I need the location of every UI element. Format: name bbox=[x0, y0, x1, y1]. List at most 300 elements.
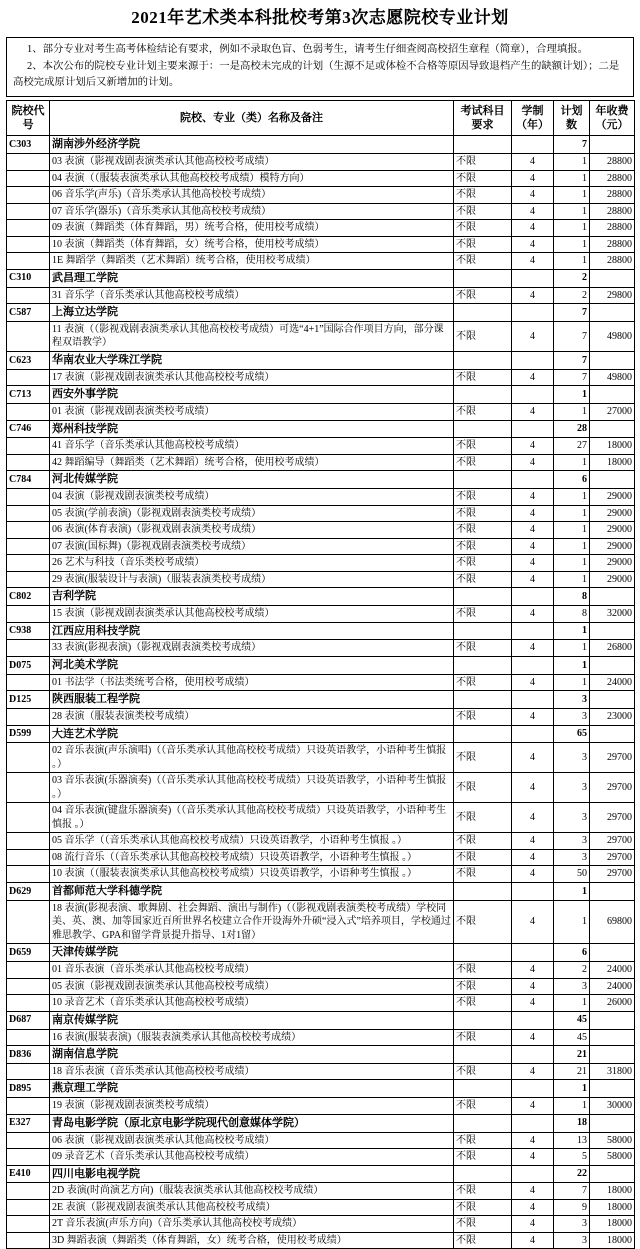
major-duration: 4 bbox=[512, 454, 554, 471]
major-fee: 18000 bbox=[590, 438, 635, 455]
major-row bbox=[7, 640, 635, 657]
school-fee bbox=[590, 471, 635, 489]
major-code-blank bbox=[7, 606, 50, 623]
school-code: E327 bbox=[7, 1114, 50, 1132]
major-name: 02 音乐表演(声乐演唱)（（音乐类承认其他高校校考成绩）只设英语教学，小语种考生慎报 。） bbox=[50, 743, 454, 773]
school-fee bbox=[590, 691, 635, 709]
major-subject: 不限 bbox=[454, 187, 512, 204]
major-row bbox=[7, 321, 635, 351]
major-fee: 18000 bbox=[590, 1232, 635, 1249]
major-subject: 不限 bbox=[454, 995, 512, 1012]
major-plan: 1 bbox=[554, 1098, 590, 1115]
school-code: C746 bbox=[7, 420, 50, 438]
major-subject: 不限 bbox=[454, 522, 512, 539]
school-group-row bbox=[7, 304, 635, 322]
school-code: C310 bbox=[7, 269, 50, 287]
school-code: D836 bbox=[7, 1046, 50, 1064]
major-plan: 3 bbox=[554, 743, 590, 773]
school-group-row bbox=[7, 588, 635, 606]
school-plan-total: 3 bbox=[554, 691, 590, 709]
school-name: 陕西服装工程学院 bbox=[50, 691, 454, 709]
school-plan-total: 6 bbox=[554, 944, 590, 962]
school-name: 燕京理工学院 bbox=[50, 1080, 454, 1098]
major-duration: 4 bbox=[512, 287, 554, 304]
school-name: 大连艺术学院 bbox=[50, 725, 454, 743]
major-code-blank bbox=[7, 489, 50, 506]
major-row bbox=[7, 220, 635, 237]
major-code-blank bbox=[7, 571, 50, 588]
school-plan-total: 1 bbox=[554, 882, 590, 900]
major-row bbox=[7, 287, 635, 304]
major-duration: 4 bbox=[512, 1063, 554, 1080]
school-subject bbox=[454, 386, 512, 404]
major-subject: 不限 bbox=[454, 1132, 512, 1149]
major-duration: 4 bbox=[512, 1199, 554, 1216]
school-name: 湖南信息学院 bbox=[50, 1046, 454, 1064]
school-duration bbox=[512, 882, 554, 900]
school-duration bbox=[512, 944, 554, 962]
note-item-1: 1、部分专业对考生高考体检结论有要求，例如不录取色盲、色弱考生，请考生仔细查阅高校招生章程（简章），合理填报。 bbox=[27, 44, 589, 56]
major-subject: 不限 bbox=[454, 321, 512, 351]
major-fee: 28800 bbox=[590, 236, 635, 253]
major-row bbox=[7, 1098, 635, 1115]
school-fee bbox=[590, 882, 635, 900]
major-name: 06 音乐学(声乐)（音乐类承认其他高校校考成绩） bbox=[50, 187, 454, 204]
major-row bbox=[7, 170, 635, 187]
major-name: 3D 舞蹈表演（舞蹈类（体育舞蹈，女）统考合格，使用校考成绩） bbox=[50, 1232, 454, 1249]
major-code-blank bbox=[7, 154, 50, 171]
school-name: 吉利学院 bbox=[50, 588, 454, 606]
school-subject bbox=[454, 1011, 512, 1029]
header-fee: 年收费（元） bbox=[590, 100, 635, 136]
school-subject bbox=[454, 725, 512, 743]
major-subject: 不限 bbox=[454, 640, 512, 657]
school-code: C303 bbox=[7, 136, 50, 154]
school-subject bbox=[454, 1080, 512, 1098]
major-subject: 不限 bbox=[454, 369, 512, 386]
major-name: 05 表演(学前表演)（影视戏剧表演类校考成绩） bbox=[50, 505, 454, 522]
major-name: 04 表演（（服装表演类承认其他高校校考成绩）模特方向） bbox=[50, 170, 454, 187]
major-name: 04 表演（影视戏剧表演类校考成绩） bbox=[50, 489, 454, 506]
major-duration: 4 bbox=[512, 606, 554, 623]
major-plan: 1 bbox=[554, 187, 590, 204]
major-code-blank bbox=[7, 555, 50, 572]
major-row bbox=[7, 962, 635, 979]
major-code-blank bbox=[7, 674, 50, 691]
major-name: 05 表演（影视戏剧表演类承认其他高校校考成绩） bbox=[50, 978, 454, 995]
major-plan: 7 bbox=[554, 369, 590, 386]
major-subject: 不限 bbox=[454, 505, 512, 522]
major-code-blank bbox=[7, 709, 50, 726]
major-fee: 69800 bbox=[590, 900, 635, 944]
school-code: C713 bbox=[7, 386, 50, 404]
major-fee: 18000 bbox=[590, 1183, 635, 1200]
major-plan: 1 bbox=[554, 900, 590, 944]
school-duration bbox=[512, 1011, 554, 1029]
major-fee: 29700 bbox=[590, 773, 635, 803]
major-name: 41 音乐学（音乐类承认其他高校校考成绩） bbox=[50, 438, 454, 455]
major-row bbox=[7, 1149, 635, 1166]
major-code-blank bbox=[7, 454, 50, 471]
major-plan: 1 bbox=[554, 640, 590, 657]
major-plan: 3 bbox=[554, 978, 590, 995]
major-fee: 26000 bbox=[590, 995, 635, 1012]
major-subject: 不限 bbox=[454, 1149, 512, 1166]
major-name: 04 音乐表演(键盘乐器演奏)（（音乐类承认其他高校校考成绩）只设英语教学，小语种考生慎报 。） bbox=[50, 803, 454, 833]
major-fee: 29700 bbox=[590, 743, 635, 773]
major-name: 08 流行音乐（（音乐类承认其他高校校考成绩）只设英语教学，小语种考生慎报 。） bbox=[50, 849, 454, 866]
major-plan: 2 bbox=[554, 287, 590, 304]
major-row bbox=[7, 606, 635, 623]
school-group-row bbox=[7, 882, 635, 900]
major-code-blank bbox=[7, 438, 50, 455]
major-plan: 1 bbox=[554, 236, 590, 253]
major-duration: 4 bbox=[512, 803, 554, 833]
school-name: 河北美术学院 bbox=[50, 656, 454, 674]
major-subject: 不限 bbox=[454, 220, 512, 237]
major-subject: 不限 bbox=[454, 1063, 512, 1080]
page-title: 2021年艺术类本科批校考第3次志愿院校专业计划 bbox=[131, 8, 509, 27]
school-subject bbox=[454, 420, 512, 438]
school-duration bbox=[512, 622, 554, 640]
school-fee bbox=[590, 269, 635, 287]
school-name: 江西应用科技学院 bbox=[50, 622, 454, 640]
school-duration bbox=[512, 1046, 554, 1064]
major-code-blank bbox=[7, 995, 50, 1012]
major-subject: 不限 bbox=[454, 170, 512, 187]
major-fee: 29000 bbox=[590, 555, 635, 572]
major-fee: 28800 bbox=[590, 154, 635, 171]
major-row bbox=[7, 833, 635, 850]
major-code-blank bbox=[7, 538, 50, 555]
major-name: 26 艺术与科技（音乐类校考成绩） bbox=[50, 555, 454, 572]
school-subject bbox=[454, 269, 512, 287]
major-code-blank bbox=[7, 1183, 50, 1200]
school-code: D629 bbox=[7, 882, 50, 900]
school-fee bbox=[590, 944, 635, 962]
major-row bbox=[7, 1063, 635, 1080]
major-duration: 4 bbox=[512, 709, 554, 726]
major-code-blank bbox=[7, 522, 50, 539]
school-fee bbox=[590, 1165, 635, 1183]
school-duration bbox=[512, 420, 554, 438]
school-duration bbox=[512, 471, 554, 489]
school-subject bbox=[454, 656, 512, 674]
school-name: 湖南涉外经济学院 bbox=[50, 136, 454, 154]
school-fee bbox=[590, 420, 635, 438]
major-fee: 18000 bbox=[590, 454, 635, 471]
school-plan-total: 45 bbox=[554, 1011, 590, 1029]
school-subject bbox=[454, 691, 512, 709]
major-row bbox=[7, 803, 635, 833]
school-subject bbox=[454, 882, 512, 900]
major-subject: 不限 bbox=[454, 538, 512, 555]
major-name: 42 舞蹈编导（舞蹈类（艺术舞蹈）统考合格，使用校考成绩） bbox=[50, 454, 454, 471]
major-row bbox=[7, 773, 635, 803]
school-plan-total: 1 bbox=[554, 656, 590, 674]
school-name: 华南农业大学珠江学院 bbox=[50, 351, 454, 369]
major-code-blank bbox=[7, 833, 50, 850]
major-row bbox=[7, 438, 635, 455]
major-code-blank bbox=[7, 369, 50, 386]
major-plan: 50 bbox=[554, 866, 590, 883]
school-code: D075 bbox=[7, 656, 50, 674]
major-duration: 4 bbox=[512, 866, 554, 883]
major-row bbox=[7, 236, 635, 253]
school-plan-total: 7 bbox=[554, 304, 590, 322]
major-fee: 29000 bbox=[590, 571, 635, 588]
major-row bbox=[7, 1216, 635, 1233]
major-plan: 1 bbox=[554, 220, 590, 237]
school-duration bbox=[512, 136, 554, 154]
major-row bbox=[7, 538, 635, 555]
major-row bbox=[7, 489, 635, 506]
major-duration: 4 bbox=[512, 154, 554, 171]
school-plan-total: 21 bbox=[554, 1046, 590, 1064]
school-group-row bbox=[7, 944, 635, 962]
major-duration: 4 bbox=[512, 538, 554, 555]
header-subject: 考试科目要求 bbox=[454, 100, 512, 136]
school-fee bbox=[590, 386, 635, 404]
major-row bbox=[7, 849, 635, 866]
major-duration: 4 bbox=[512, 1098, 554, 1115]
school-plan-total: 2 bbox=[554, 269, 590, 287]
major-code-blank bbox=[7, 866, 50, 883]
major-plan: 3 bbox=[554, 1216, 590, 1233]
major-name: 06 表演（影视戏剧表演类承认其他高校校考成绩） bbox=[50, 1132, 454, 1149]
major-duration: 4 bbox=[512, 220, 554, 237]
major-subject: 不限 bbox=[454, 489, 512, 506]
major-name: 2D 表演(时尚演艺方向)（服装表演类承认其他高校校考成绩） bbox=[50, 1183, 454, 1200]
major-name: 18 音乐表演（音乐类承认其他高校校考成绩） bbox=[50, 1063, 454, 1080]
major-plan: 1 bbox=[554, 154, 590, 171]
major-duration: 4 bbox=[512, 962, 554, 979]
major-plan: 13 bbox=[554, 1132, 590, 1149]
school-name: 青岛电影学院（原北京电影学院现代创意媒体学院） bbox=[50, 1114, 454, 1132]
major-row bbox=[7, 369, 635, 386]
major-plan: 27 bbox=[554, 438, 590, 455]
major-subject: 不限 bbox=[454, 803, 512, 833]
major-fee: 18000 bbox=[590, 1199, 635, 1216]
major-row bbox=[7, 978, 635, 995]
major-row bbox=[7, 1132, 635, 1149]
major-subject: 不限 bbox=[454, 978, 512, 995]
major-duration: 4 bbox=[512, 321, 554, 351]
school-group-row bbox=[7, 622, 635, 640]
school-subject bbox=[454, 1046, 512, 1064]
major-row bbox=[7, 743, 635, 773]
major-code-blank bbox=[7, 1029, 50, 1046]
school-group-row bbox=[7, 691, 635, 709]
major-name: 06 表演(体育表演)（影视戏剧表演类校考成绩） bbox=[50, 522, 454, 539]
major-duration: 4 bbox=[512, 1216, 554, 1233]
school-duration bbox=[512, 269, 554, 287]
major-name: 10 录音艺术（音乐类承认其他高校校考成绩） bbox=[50, 995, 454, 1012]
major-duration: 4 bbox=[512, 438, 554, 455]
major-row bbox=[7, 900, 635, 944]
school-code: C802 bbox=[7, 588, 50, 606]
major-row bbox=[7, 1029, 635, 1046]
school-duration bbox=[512, 386, 554, 404]
major-duration: 4 bbox=[512, 404, 554, 421]
major-name: 1E 舞蹈学（舞蹈类（艺术舞蹈）统考合格，使用校考成绩） bbox=[50, 253, 454, 270]
major-plan: 3 bbox=[554, 849, 590, 866]
school-subject bbox=[454, 136, 512, 154]
major-row bbox=[7, 571, 635, 588]
major-duration: 4 bbox=[512, 674, 554, 691]
school-fee bbox=[590, 622, 635, 640]
major-name: 03 表演（影视戏剧表演类承认其他高校校考成绩） bbox=[50, 154, 454, 171]
major-code-blank bbox=[7, 1199, 50, 1216]
major-subject: 不限 bbox=[454, 962, 512, 979]
major-subject: 不限 bbox=[454, 454, 512, 471]
school-name: 河北传媒学院 bbox=[50, 471, 454, 489]
major-name: 01 书法学（书法类统考合格，使用校考成绩） bbox=[50, 674, 454, 691]
major-fee bbox=[590, 1029, 635, 1046]
major-row bbox=[7, 203, 635, 220]
school-group-row bbox=[7, 269, 635, 287]
major-fee: 31800 bbox=[590, 1063, 635, 1080]
major-plan: 1 bbox=[554, 538, 590, 555]
major-plan: 1 bbox=[554, 253, 590, 270]
school-group-row bbox=[7, 725, 635, 743]
school-fee bbox=[590, 1046, 635, 1064]
major-duration: 4 bbox=[512, 489, 554, 506]
school-fee bbox=[590, 588, 635, 606]
school-group-row bbox=[7, 656, 635, 674]
major-subject: 不限 bbox=[454, 1232, 512, 1249]
major-duration: 4 bbox=[512, 522, 554, 539]
major-duration: 4 bbox=[512, 1183, 554, 1200]
major-fee: 30000 bbox=[590, 1098, 635, 1115]
table-body bbox=[7, 136, 635, 1249]
major-plan: 1 bbox=[554, 203, 590, 220]
major-code-blank bbox=[7, 170, 50, 187]
school-code: C623 bbox=[7, 351, 50, 369]
school-fee bbox=[590, 351, 635, 369]
major-fee: 24000 bbox=[590, 674, 635, 691]
major-code-blank bbox=[7, 1149, 50, 1166]
major-plan: 7 bbox=[554, 321, 590, 351]
school-group-row bbox=[7, 1080, 635, 1098]
school-subject bbox=[454, 588, 512, 606]
major-plan: 3 bbox=[554, 709, 590, 726]
major-name: 33 表演(影视表演)（影视戏剧表演类校考成绩） bbox=[50, 640, 454, 657]
major-row bbox=[7, 522, 635, 539]
major-subject: 不限 bbox=[454, 866, 512, 883]
school-fee bbox=[590, 136, 635, 154]
major-subject: 不限 bbox=[454, 773, 512, 803]
major-plan: 1 bbox=[554, 571, 590, 588]
school-plan-total: 18 bbox=[554, 1114, 590, 1132]
major-row bbox=[7, 404, 635, 421]
major-code-blank bbox=[7, 640, 50, 657]
school-duration bbox=[512, 1080, 554, 1098]
major-plan: 45 bbox=[554, 1029, 590, 1046]
school-subject bbox=[454, 304, 512, 322]
major-plan: 1 bbox=[554, 170, 590, 187]
major-plan: 1 bbox=[554, 555, 590, 572]
header-name: 院校、专业（类）名称及备注 bbox=[50, 100, 454, 136]
school-name: 郑州科技学院 bbox=[50, 420, 454, 438]
major-row bbox=[7, 866, 635, 883]
major-code-blank bbox=[7, 1232, 50, 1249]
major-subject: 不限 bbox=[454, 1199, 512, 1216]
major-fee: 24000 bbox=[590, 962, 635, 979]
major-name: 07 音乐学(器乐)（音乐类承认其他高校校考成绩） bbox=[50, 203, 454, 220]
school-name: 四川电影电视学院 bbox=[50, 1165, 454, 1183]
major-duration: 4 bbox=[512, 640, 554, 657]
school-fee bbox=[590, 1114, 635, 1132]
major-plan: 7 bbox=[554, 1183, 590, 1200]
major-fee: 23000 bbox=[590, 709, 635, 726]
major-duration: 4 bbox=[512, 833, 554, 850]
table-header-row bbox=[7, 100, 635, 136]
major-subject: 不限 bbox=[454, 743, 512, 773]
major-row bbox=[7, 505, 635, 522]
school-plan-total: 1 bbox=[554, 1080, 590, 1098]
major-fee: 24000 bbox=[590, 978, 635, 995]
major-subject: 不限 bbox=[454, 555, 512, 572]
major-duration: 4 bbox=[512, 369, 554, 386]
major-name: 15 表演（影视戏剧表演类承认其他高校校考成绩） bbox=[50, 606, 454, 623]
major-plan: 1 bbox=[554, 674, 590, 691]
major-code-blank bbox=[7, 287, 50, 304]
major-code-blank bbox=[7, 978, 50, 995]
major-code-blank bbox=[7, 505, 50, 522]
major-subject: 不限 bbox=[454, 1216, 512, 1233]
school-name: 上海立达学院 bbox=[50, 304, 454, 322]
school-group-row bbox=[7, 1011, 635, 1029]
major-subject: 不限 bbox=[454, 253, 512, 270]
school-fee bbox=[590, 725, 635, 743]
major-name: 28 表演（服装表演类校考成绩） bbox=[50, 709, 454, 726]
major-plan: 3 bbox=[554, 1232, 590, 1249]
major-plan: 3 bbox=[554, 833, 590, 850]
school-fee bbox=[590, 656, 635, 674]
major-row bbox=[7, 995, 635, 1012]
header-code: 院校代号 bbox=[7, 100, 50, 136]
school-duration bbox=[512, 304, 554, 322]
school-code: C784 bbox=[7, 471, 50, 489]
major-fee: 27000 bbox=[590, 404, 635, 421]
school-fee bbox=[590, 304, 635, 322]
major-row bbox=[7, 1183, 635, 1200]
school-code: D895 bbox=[7, 1080, 50, 1098]
school-group-row bbox=[7, 471, 635, 489]
school-duration bbox=[512, 725, 554, 743]
major-subject: 不限 bbox=[454, 1098, 512, 1115]
school-plan-total: 7 bbox=[554, 136, 590, 154]
school-duration bbox=[512, 1165, 554, 1183]
school-code: C938 bbox=[7, 622, 50, 640]
school-code: D125 bbox=[7, 691, 50, 709]
major-code-blank bbox=[7, 1063, 50, 1080]
major-fee: 29700 bbox=[590, 849, 635, 866]
major-code-blank bbox=[7, 1098, 50, 1115]
major-name: 2T 音乐表演(声乐方向)（音乐类承认其他高校校考成绩） bbox=[50, 1216, 454, 1233]
school-code: D687 bbox=[7, 1011, 50, 1029]
major-subject: 不限 bbox=[454, 900, 512, 944]
major-row bbox=[7, 709, 635, 726]
school-duration bbox=[512, 656, 554, 674]
major-subject: 不限 bbox=[454, 1183, 512, 1200]
header-plan: 计划数 bbox=[554, 100, 590, 136]
major-row bbox=[7, 154, 635, 171]
major-duration: 4 bbox=[512, 1029, 554, 1046]
major-name: 09 表演（舞蹈类（体育舞蹈，男）统考合格，使用校考成绩） bbox=[50, 220, 454, 237]
major-name: 16 表演(服装表演)（服装表演类承认其他高校校考成绩） bbox=[50, 1029, 454, 1046]
